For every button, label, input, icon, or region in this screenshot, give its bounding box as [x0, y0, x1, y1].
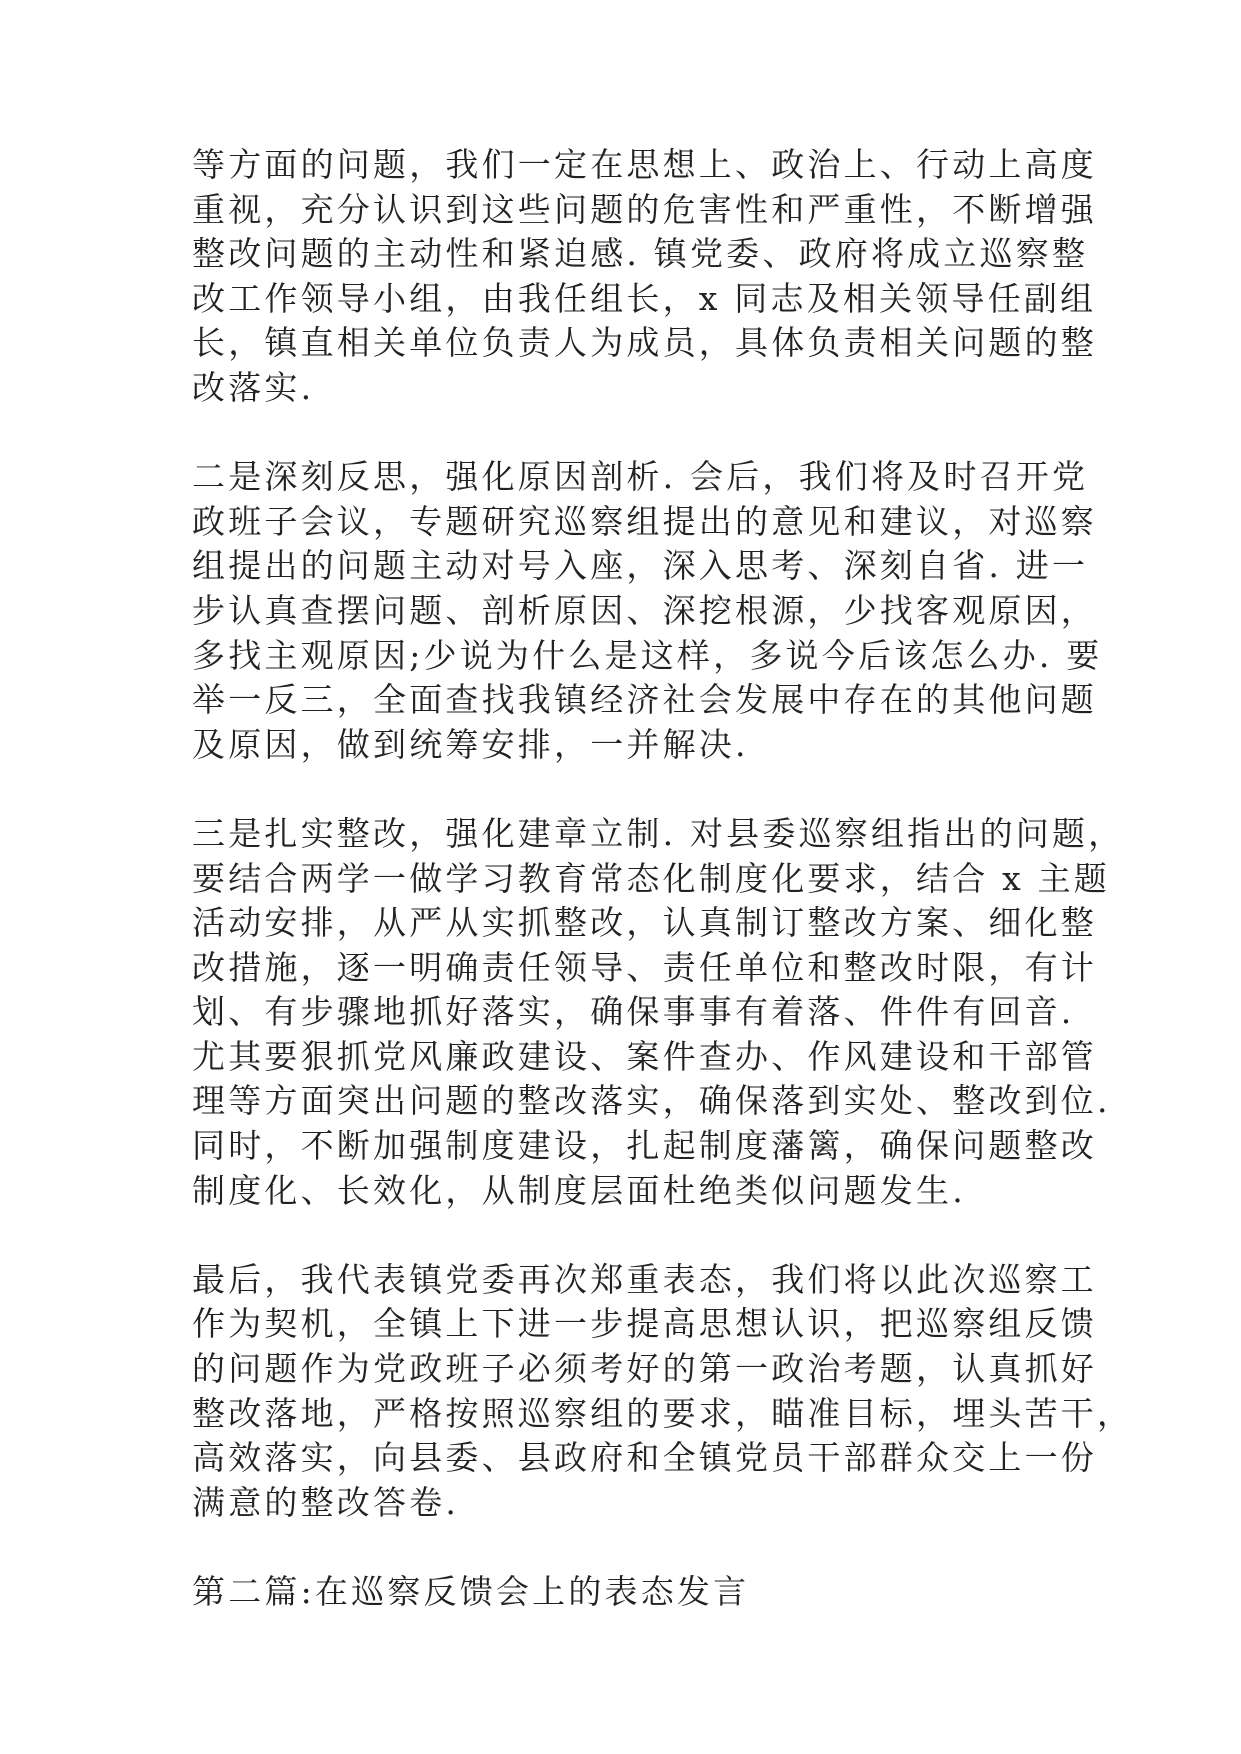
text-line: 最后，我代表镇党委再次郑重表态，我们将以此次巡察工	[192, 1259, 1097, 1299]
paragraph-rectification-leadership	[192, 143, 1097, 411]
text-line: 高效落实，向县委、县政府和全镇党员干部群众交上一份	[192, 1438, 1097, 1478]
text-line: 作为契机，全镇上下进一步提高思想认识，把巡察组反馈	[192, 1304, 1097, 1344]
text-line: 制度化、长效化，从制度层面杜绝类似问题发生.	[192, 1170, 966, 1210]
text-line: 的问题作为党政班子必须考好的第一政治考题，认真抓好	[192, 1349, 1097, 1389]
text-line: 举一反三，全面查找我镇经济社会发展中存在的其他问题	[192, 680, 1097, 720]
text-line: 长，镇直相关单位负责人为成员，具体负责相关问题的整	[192, 323, 1097, 363]
text-line: 活动安排，从严从实抓整改，认真制订整改方案、细化整	[192, 903, 1097, 943]
text-line: 多找主观原因;少说为什么是这样，多说今后该怎么办. 要	[192, 635, 1103, 675]
text-line: 满意的整改答卷.	[192, 1482, 460, 1522]
text-line: 尤其要狠抓党风廉政建设、案件查办、作风建设和干部管	[192, 1036, 1097, 1076]
text-line: 要结合两学一做学习教育常态化制度化要求，结合 x 主题	[192, 858, 1110, 898]
text-line: 组提出的问题主动对号入座，深入思考、深刻自省. 进一	[192, 546, 1089, 586]
paragraph-closing-statement	[192, 1258, 1134, 1526]
text-line: 重视，充分认识到这些问题的危害性和严重性，不断增强	[192, 189, 1097, 229]
text-line: 改落实.	[192, 367, 315, 407]
text-line: 等方面的问题，我们一定在思想上、政治上、行动上高度	[192, 145, 1097, 184]
section-heading: 第二篇:在巡察反馈会上的表态发言	[192, 1572, 750, 1611]
paragraph-deep-reflection	[192, 455, 1103, 767]
text-line: 改工作领导小组，由我任组长，x 同志及相关领导任副组	[192, 278, 1097, 318]
text-line: 划、有步骤地抓好落实，确保事事有着落、件件有回音.	[192, 992, 1075, 1032]
text-line: 理等方面突出问题的整改落实，确保落到实处、整改到位.	[192, 1081, 1111, 1121]
text-line: 同时，不断加强制度建设，扎起制度藩篱，确保问题整改	[192, 1126, 1097, 1166]
text-line: 整改落地，严格按照巡察组的要求，瞄准目标，埋头苦干，	[192, 1393, 1134, 1433]
text-line: 整改问题的主动性和紧迫感. 镇党委、政府将成立巡察整	[192, 234, 1089, 274]
text-line: 三是扎实整改，强化建章立制. 对县委巡察组指出的问题，	[192, 813, 1125, 853]
text-line: 二是深刻反思，强化原因剖析. 会后，我们将及时召开党	[192, 457, 1089, 497]
text-line: 政班子会议，专题研究巡察组提出的意见和建议，对巡察	[192, 501, 1097, 541]
paragraph-solid-rectification	[192, 812, 1125, 1213]
text-line: 改措施，逐一明确责任领导、责任单位和整改时限，有计	[192, 947, 1097, 987]
document-body	[192, 143, 1134, 1615]
text-line: 及原因，做到统筹安排，一并解决.	[192, 724, 749, 764]
text-line: 步认真查摆问题、剖析原因、深挖根源，少找客观原因，	[192, 590, 1097, 630]
